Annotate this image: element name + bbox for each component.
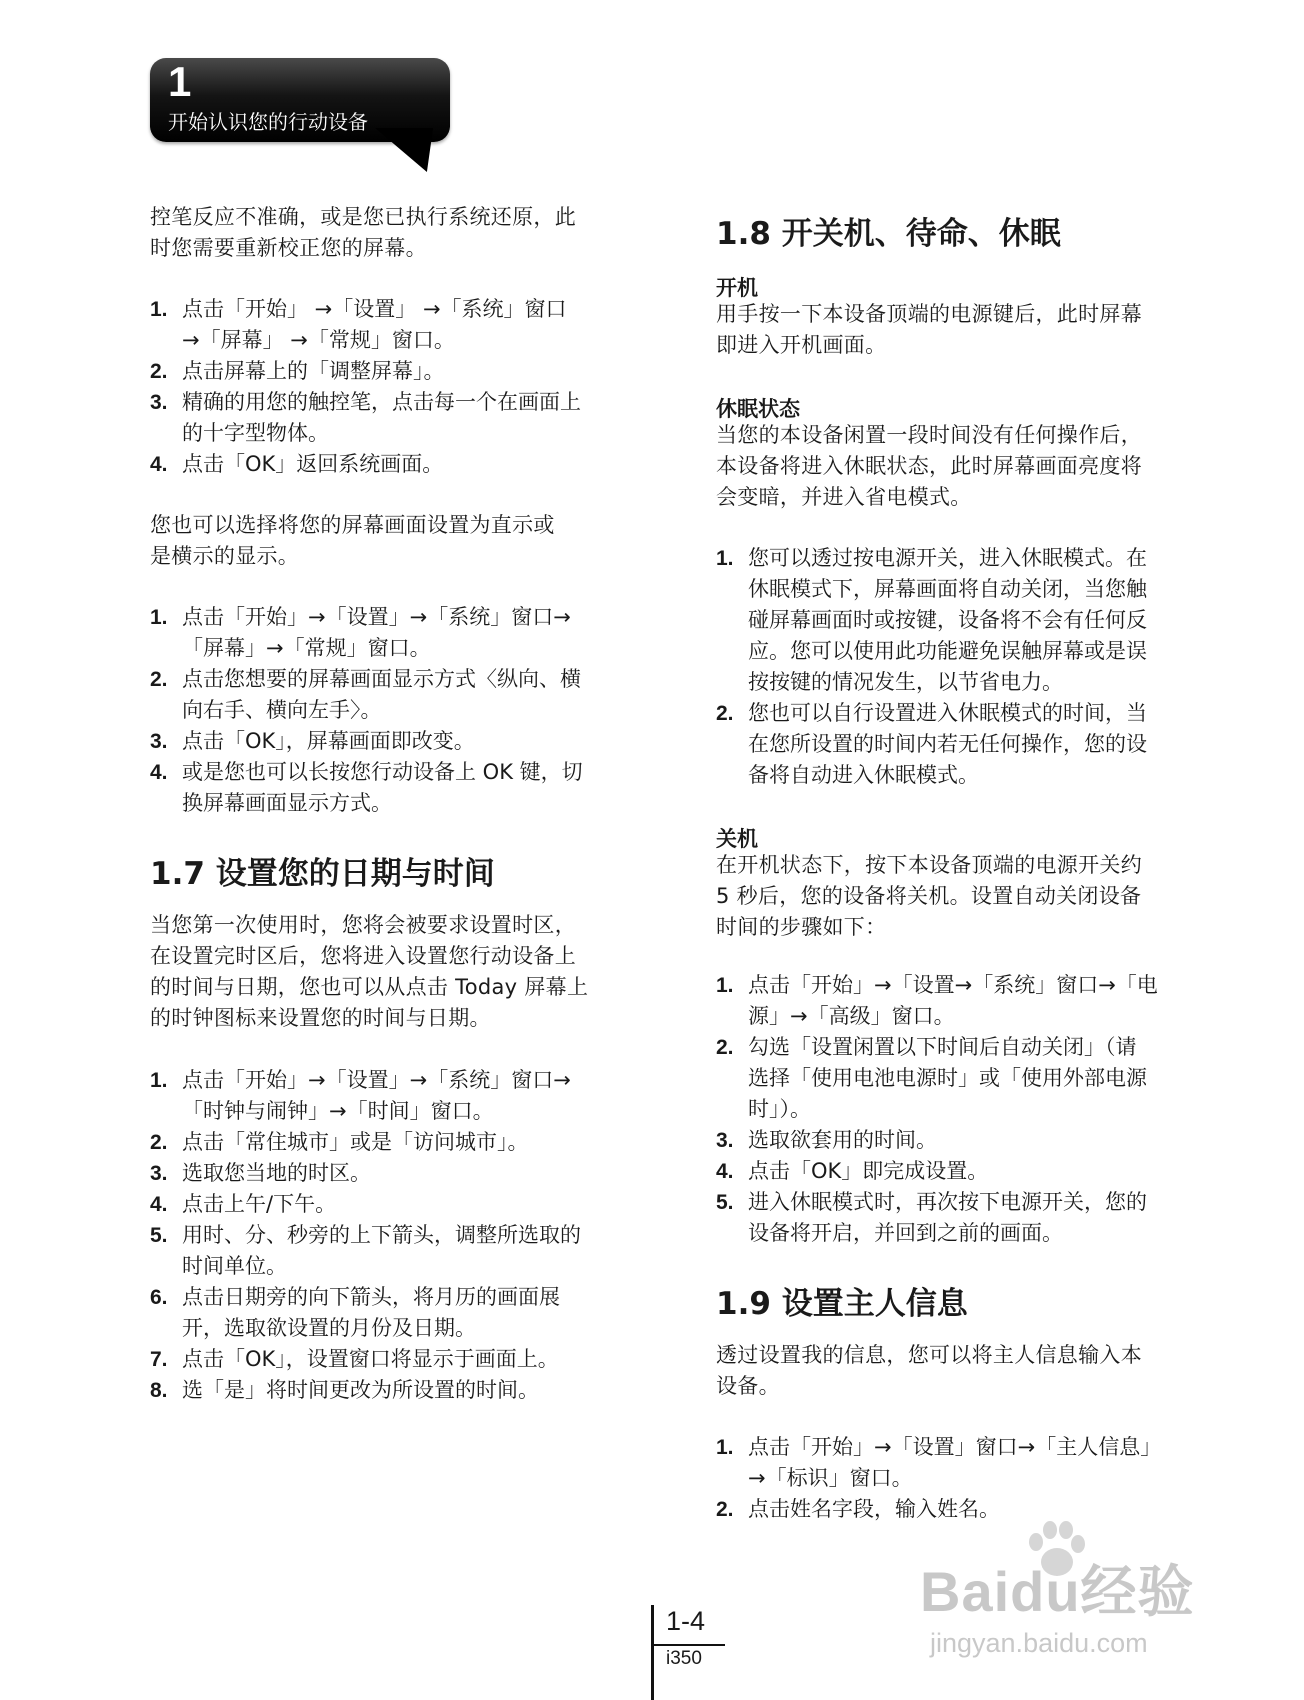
list-number: 1. — [716, 974, 734, 997]
list-text: 按按键的情况发生，以节省电力。 — [748, 670, 1063, 694]
list-text: 用时、分、秒旁的上下箭头，调整所选取的 — [182, 1223, 581, 1247]
baidu-watermark — [920, 1520, 1220, 1670]
list-text: 点击「开始」→「设置」→「系统」窗口→ — [182, 1068, 571, 1092]
list-text: 精确的用您的触控笔，点击每一个在画面上 — [182, 390, 581, 414]
chapter-number: 1 — [168, 58, 192, 105]
list-text: 勾选「设置闲置以下时间后自动关闭」（请 — [748, 1035, 1137, 1059]
list-text: 「屏幕」→「常规」窗口。 — [182, 636, 431, 660]
list-text: 应。您可以使用此功能避免误触屏幕或是误 — [748, 639, 1147, 663]
intro-line: 时您需要重新校正您的屏幕。 — [150, 236, 427, 260]
list-text: 设备将开启，并回到之前的画面。 — [748, 1221, 1063, 1245]
intro-line: 控笔反应不准确，或是您已执行系统还原，此 — [150, 205, 576, 229]
paragraph-line: 即进入开机画面。 — [716, 333, 887, 357]
list-text: 点击姓名字段，输入姓名。 — [748, 1497, 1000, 1521]
list-text: 休眠模式下，屏幕画面将自动关闭，当您触 — [748, 577, 1147, 601]
list-text: 点击「开始」 →「设置」 →「系统」窗口 — [182, 297, 567, 321]
list-text: 您可以透过按电源开关，进入休眠模式。在 — [748, 546, 1147, 570]
list-text: 选「是」将时间更改为所设置的时间。 — [182, 1378, 539, 1402]
list-text: 备将自动进入休眠模式。 — [748, 763, 979, 787]
list-text: 换屏幕画面显示方式。 — [182, 791, 392, 815]
list-number: 1. — [150, 298, 168, 321]
list-text: 您也可以自行设置进入休眠模式的时间，当 — [748, 701, 1147, 725]
list-number: 1. — [150, 606, 168, 629]
list-text: 向右手、横向左手〉。 — [182, 698, 382, 722]
list-text: 点击「OK」，设置窗口将显示于画面上。 — [182, 1347, 559, 1371]
paragraph-line: 5 秒后，您的设备将关机。设置自动关闭设备 — [716, 884, 1142, 908]
list-number: 2. — [150, 1131, 168, 1154]
list-text: 点击「开始」→「设置→「系统」窗口→「电 — [748, 973, 1158, 997]
paragraph-line: 您也可以选择将您的屏幕画面设置为直示或 — [150, 513, 555, 537]
list-text: 源」→「高级」窗口。 — [748, 1004, 955, 1028]
list-text: 选取您当地的时区。 — [182, 1161, 371, 1185]
list-text: 碰屏幕画面时或按键，设备将不会有任何反 — [748, 608, 1147, 632]
list-number: 2. — [716, 702, 734, 725]
paragraph-line: 设备。 — [716, 1374, 780, 1398]
footer-rule-vertical — [651, 1605, 654, 1700]
list-text: 开，选取欲设置的月份及日期。 — [182, 1316, 476, 1340]
list-number: 3. — [716, 1129, 734, 1152]
list-text: 选取欲套用的时间。 — [748, 1128, 937, 1152]
list-text: →「标识」窗口。 — [748, 1466, 913, 1490]
paragraph-line: 在设置完时区后，您将进入设置您行动设备上 — [150, 944, 576, 968]
paragraph-line: 是横示的显示。 — [150, 544, 300, 568]
list-text: 点击「开始」→「设置」→「系统」窗口→ — [182, 605, 571, 629]
list-number: 3. — [150, 391, 168, 414]
list-number: 1. — [716, 547, 734, 570]
list-text: 「时钟与闹钟」→「时间」窗口。 — [182, 1099, 494, 1123]
chapter-title: 开始认识您的行动设备 — [168, 110, 368, 134]
list-text: 时」）。 — [748, 1097, 811, 1121]
list-number: 6. — [150, 1286, 168, 1309]
list-text: 点击日期旁的向下箭头，将月历的画面展 — [182, 1285, 560, 1309]
list-number: 2. — [716, 1036, 734, 1059]
list-text: 点击「OK」即完成设置。 — [748, 1159, 989, 1183]
list-number: 3. — [150, 1162, 168, 1185]
list-number: 8. — [150, 1379, 168, 1402]
section-heading-1-9: 1.9 设置主人信息 — [716, 1286, 968, 1322]
list-number: 2. — [716, 1498, 734, 1521]
list-number: 1. — [150, 1069, 168, 1092]
list-text: 时间单位。 — [182, 1254, 287, 1278]
model-name: i350 — [666, 1648, 702, 1669]
list-text: 点击您想要的屏幕画面显示方式〈纵向、横 — [182, 667, 581, 691]
list-text: 或是您也可以长按您行动设备上 OK 键，切 — [182, 760, 583, 784]
list-text: 的十字型物体。 — [182, 421, 329, 445]
paragraph-line: 当您第一次使用时，您将会被要求设置时区， — [150, 913, 576, 937]
paragraph-line: 的时钟图标来设置您的时间与日期。 — [150, 1006, 491, 1030]
paragraph-line: 时间的步骤如下： — [716, 915, 887, 939]
list-number: 3. — [150, 730, 168, 753]
list-text: 点击屏幕上的「调整屏幕」。 — [182, 359, 445, 383]
chapter-badge-tail — [369, 128, 433, 172]
list-text: 点击「OK」，屏幕画面即改变。 — [182, 729, 475, 753]
list-number: 2. — [150, 360, 168, 383]
list-number: 4. — [150, 453, 168, 476]
list-text: →「屏幕」 →「常规」窗口。 — [182, 328, 455, 352]
footer-rule-horizontal — [651, 1644, 725, 1646]
section-heading-1-8: 1.8 开关机、待命、休眠 — [716, 216, 1061, 252]
list-number: 4. — [150, 761, 168, 784]
list-text: 点击「开始」→「设置」窗口→「主人信息」 — [748, 1435, 1162, 1459]
list-text: 在您所设置的时间内若无任何操作，您的设 — [748, 732, 1147, 756]
watermark-logo: Baidu经验 — [920, 1560, 1195, 1623]
subheading-power-on: 开机 — [716, 276, 758, 300]
list-number: 2. — [150, 668, 168, 691]
paragraph-line: 在开机状态下，按下本设备顶端的电源开关约 — [716, 853, 1142, 877]
list-number: 7. — [150, 1348, 168, 1371]
subheading-sleep: 休眠状态 — [716, 397, 800, 421]
list-text: 点击上午/下午。 — [182, 1192, 337, 1216]
list-number: 4. — [150, 1193, 168, 1216]
page-number: 1-4 — [666, 1606, 706, 1636]
list-number: 1. — [716, 1436, 734, 1459]
paragraph-line: 的时间与日期，您也可以从点击 Today 屏幕上 — [150, 975, 589, 999]
list-text: 点击「OK」返回系统画面。 — [182, 452, 444, 476]
paragraph-line: 用手按一下本设备顶端的电源键后，此时屏幕 — [716, 302, 1142, 326]
subheading-power-off: 关机 — [716, 827, 758, 851]
list-number: 5. — [150, 1224, 168, 1247]
paragraph-line: 本设备将进入休眠状态，此时屏幕画面亮度将 — [716, 454, 1142, 478]
list-text: 选择「使用电池电源时」或「使用外部电源 — [748, 1066, 1147, 1090]
paragraph-line: 会变暗，并进入省电模式。 — [716, 485, 972, 509]
list-number: 5. — [716, 1191, 734, 1214]
list-text: 点击「常住城市」或是「访问城市」。 — [182, 1130, 529, 1154]
section-heading-1-7: 1.7 设置您的日期与时间 — [150, 856, 495, 892]
watermark-url: jingyan.baidu.com — [930, 1628, 1148, 1658]
paragraph-line: 当您的本设备闲置一段时间没有任何操作后， — [716, 423, 1142, 447]
paragraph-line: 透过设置我的信息，您可以将主人信息输入本 — [716, 1343, 1142, 1367]
list-text: 进入休眠模式时，再次按下电源开关，您的 — [748, 1190, 1147, 1214]
list-number: 4. — [716, 1160, 734, 1183]
